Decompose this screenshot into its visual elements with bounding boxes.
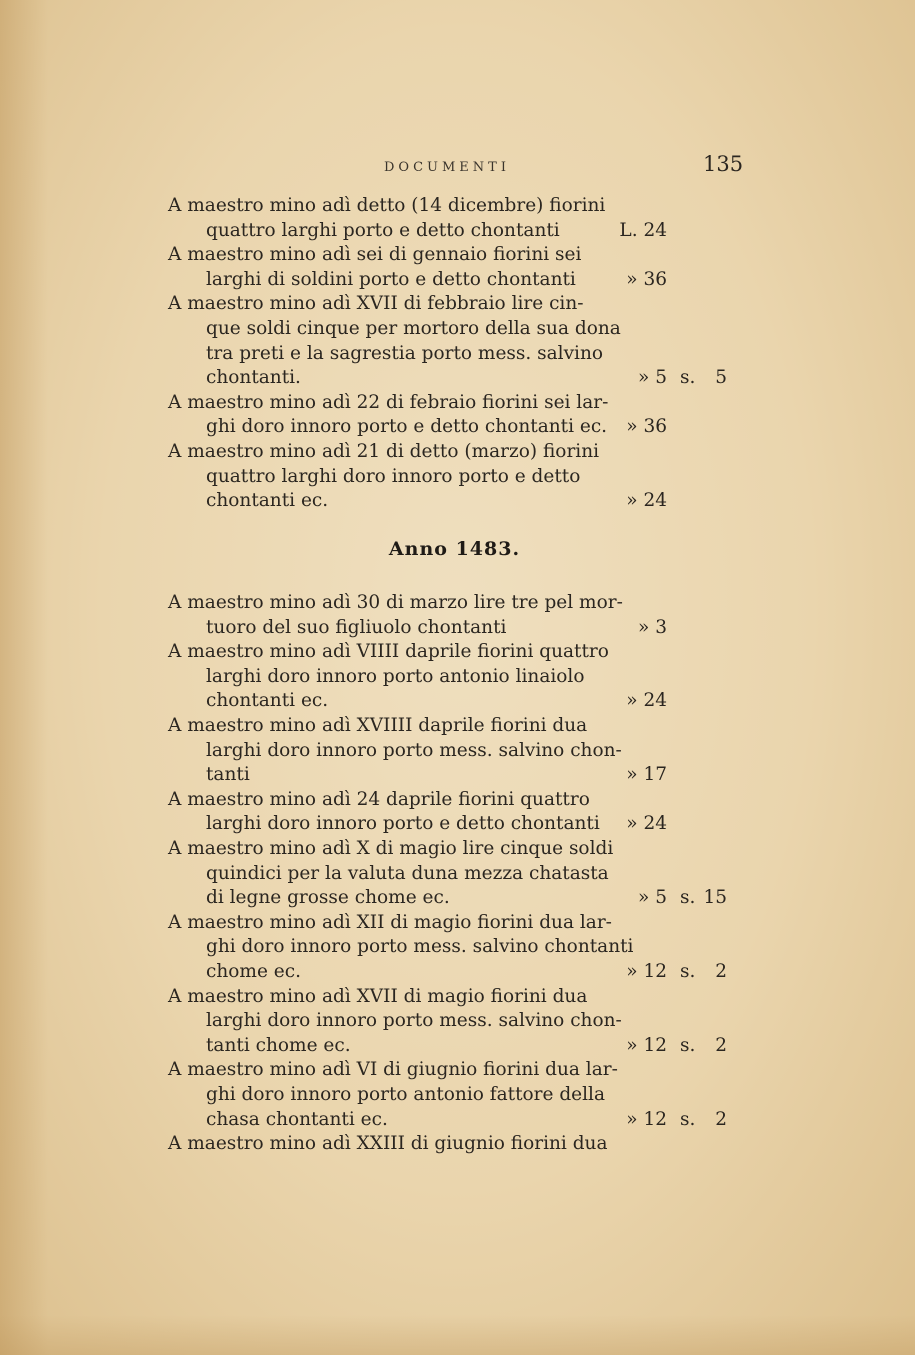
ledger-soldi-value	[697, 439, 727, 464]
year-heading	[0, 538, 915, 560]
ledger-line-text: A maestro mino adì XVII di febbraio lire cin-	[168, 293, 584, 314]
ledger-amount	[607, 291, 667, 316]
ledger-amount	[607, 390, 667, 415]
ledger-soldi-value	[697, 291, 727, 316]
ledger-soldi-value	[697, 787, 727, 812]
ledger-line-text: di legne grosse chome ec.	[206, 887, 450, 908]
ledger-line-text: chasa chontanti ec.	[206, 1109, 388, 1130]
ledger-amount	[607, 836, 667, 861]
ledger-amount: » 5	[638, 367, 667, 388]
ledger-line-text: quindici per la valuta duna mezza chatasta	[206, 863, 609, 884]
ledger-soldi-value	[697, 193, 727, 218]
ledger-line-text: ghi doro innoro porto antonio fattore della	[206, 1084, 605, 1105]
ledger-soldi-value	[697, 664, 727, 689]
ledger-line-text: tra preti e la sagrestia porto mess. salvino	[206, 343, 604, 364]
ledger-amount: » 24	[626, 490, 667, 511]
ledger-amount	[607, 464, 667, 489]
ledger-line-text: tuoro del suo figliuolo chontanti	[206, 617, 507, 638]
ledger-amount	[607, 738, 667, 763]
ledger-soldi-value	[697, 861, 727, 886]
ledger-soldi-label: s.	[680, 887, 696, 908]
ledger-soldi-value	[697, 316, 727, 341]
ledger-amount	[607, 1131, 667, 1156]
ledger-amount: » 5	[638, 887, 667, 908]
ledger-soldi-value	[697, 390, 727, 415]
ledger-line-text: chontanti ec.	[206, 690, 329, 711]
ledger-line-text: ghi doro innoro porto e detto chontanti ec.	[206, 416, 608, 437]
ledger-line-text: A maestro mino adì XII di magio fiorini dua lar-	[168, 912, 612, 933]
ledger-soldi-value: 2	[715, 1109, 727, 1130]
ledger-amount	[607, 193, 667, 218]
ledger-amount: » 24	[626, 813, 667, 834]
ledger-line-text: chontanti.	[206, 367, 301, 388]
ledger-soldi-value: 15	[703, 887, 727, 908]
ledger-soldi-value	[697, 414, 727, 439]
ledger-soldi-value	[697, 1057, 727, 1082]
running-header: DOCUMENTI	[384, 160, 510, 175]
ledger-amount	[607, 439, 667, 464]
ledger-soldi-value	[697, 590, 727, 615]
ledger-line-text: larghi di soldini porto e detto chontanti	[206, 269, 576, 290]
ledger-line-text: tanti chome ec.	[206, 1035, 351, 1056]
ledger-amount: L. 24	[619, 220, 667, 241]
ledger-soldi-value	[697, 713, 727, 738]
page-number: 135	[703, 152, 744, 176]
ledger-line-text: A maestro mino adì 30 di marzo lire tre pel mor-	[168, 592, 623, 613]
ledger-soldi-value	[697, 984, 727, 1009]
ledger-amount: » 36	[626, 416, 667, 437]
ledger-line-text: A maestro mino adì VI di giugnio fiorini dua lar-	[168, 1059, 618, 1080]
ledger-soldi-label: s.	[680, 1109, 696, 1130]
ledger-soldi-value	[697, 688, 727, 713]
ledger-line-text: A maestro mino adì sei di gennaio fiorini sei	[168, 244, 582, 265]
ledger-line-text: A maestro mino adì 22 di febraio fiorini sei lar-	[168, 392, 609, 413]
ledger-soldi-value	[697, 738, 727, 763]
ledger-amount	[607, 910, 667, 935]
page-edge-shadow	[0, 0, 48, 1355]
ledger-amount: » 12	[626, 961, 667, 982]
ledger-amount	[607, 1082, 667, 1107]
ledger-amount	[607, 934, 667, 959]
ledger-amount	[607, 713, 667, 738]
ledger-line-text: que soldi cinque per mortoro della sua dona	[206, 318, 621, 339]
ledger-amount	[607, 984, 667, 1009]
ledger-soldi-value	[697, 639, 727, 664]
ledger-line-text: A maestro mino adì XVIIII daprile fiorini dua	[168, 715, 588, 736]
ledger-amount: » 12	[626, 1035, 667, 1056]
ledger-soldi-label: s.	[680, 961, 696, 982]
ledger-amount	[607, 242, 667, 267]
ledger-line-text: A maestro mino adì X di magio lire cinque soldi	[168, 838, 614, 859]
ledger-amount	[607, 316, 667, 341]
ledger-line-text: A maestro mino adì 21 di detto (marzo) fiorini	[168, 441, 600, 462]
ledger-soldi-value	[697, 910, 727, 935]
ledger-line-text: larghi doro innoro porto antonio linaiolo	[206, 666, 585, 687]
ledger-line-text: quattro larghi porto e detto chontanti	[206, 220, 560, 241]
ledger-soldi-value	[697, 218, 727, 243]
ledger-amount: » 12	[626, 1109, 667, 1130]
ledger-amount: » 17	[626, 764, 667, 785]
ledger-line-text: A maestro mino adì VIIII daprile fiorini quattro	[168, 641, 609, 662]
ledger-line-text: A maestro mino adì detto (14 dicembre) fiorini	[168, 195, 606, 216]
ledger-amount: » 24	[626, 690, 667, 711]
ledger-amount	[607, 664, 667, 689]
ledger-amount	[607, 590, 667, 615]
page-bottom-shadow	[0, 1315, 915, 1355]
ledger-amount	[607, 341, 667, 366]
ledger-line-text: larghi doro innoro porto mess. salvino chon-	[206, 740, 622, 761]
ledger-line-text: chontanti ec.	[206, 490, 329, 511]
ledger-soldi-value	[697, 488, 727, 513]
ledger-line-text: tanti	[206, 764, 250, 785]
ledger-soldi-value	[697, 1082, 727, 1107]
ledger-amount: » 36	[626, 269, 667, 290]
year-heading-text: Anno 1483.	[388, 538, 521, 560]
ledger-soldi-value	[697, 267, 727, 292]
ledger-line-text: larghi doro innoro porto e detto chontanti	[206, 813, 600, 834]
ledger-soldi-value	[697, 762, 727, 787]
ledger-line-text: A maestro mino adì XXIII di giugnio fiorini dua	[168, 1133, 608, 1154]
ledger-soldi-value	[697, 836, 727, 861]
ledger-soldi-value	[697, 242, 727, 267]
ledger-amount	[607, 639, 667, 664]
ledger-soldi-value: 2	[715, 1035, 727, 1056]
ledger-line-text: A maestro mino adì XVII di magio fiorini dua	[168, 986, 588, 1007]
ledger-soldi-value	[697, 811, 727, 836]
ledger-amount	[607, 787, 667, 812]
ledger-soldi-value	[697, 464, 727, 489]
ledger-soldi-value	[697, 1008, 727, 1033]
ledger-soldi-value	[697, 934, 727, 959]
ledger-amount	[607, 861, 667, 886]
ledger-soldi-label: s.	[680, 367, 696, 388]
ledger-soldi-value	[697, 341, 727, 366]
ledger-line-text: larghi doro innoro porto mess. salvino chon-	[206, 1010, 622, 1031]
ledger-soldi-value	[697, 1131, 727, 1156]
ledger-soldi-label: s.	[680, 1035, 696, 1056]
ledger-line-text: A maestro mino adì 24 daprile fiorini quattro	[168, 789, 590, 810]
ledger-amount	[607, 1008, 667, 1033]
ledger-line-text: ghi doro innoro porto mess. salvino chontanti	[206, 936, 634, 957]
ledger-amount: » 3	[638, 617, 667, 638]
ledger-line-text: chome ec.	[206, 961, 301, 982]
ledger-soldi-value	[697, 615, 727, 640]
ledger-soldi-value: 2	[715, 961, 727, 982]
ledger-soldi-value: 5	[715, 367, 727, 388]
ledger-line-text: quattro larghi doro innoro porto e detto	[206, 466, 581, 487]
ledger-amount	[607, 1057, 667, 1082]
